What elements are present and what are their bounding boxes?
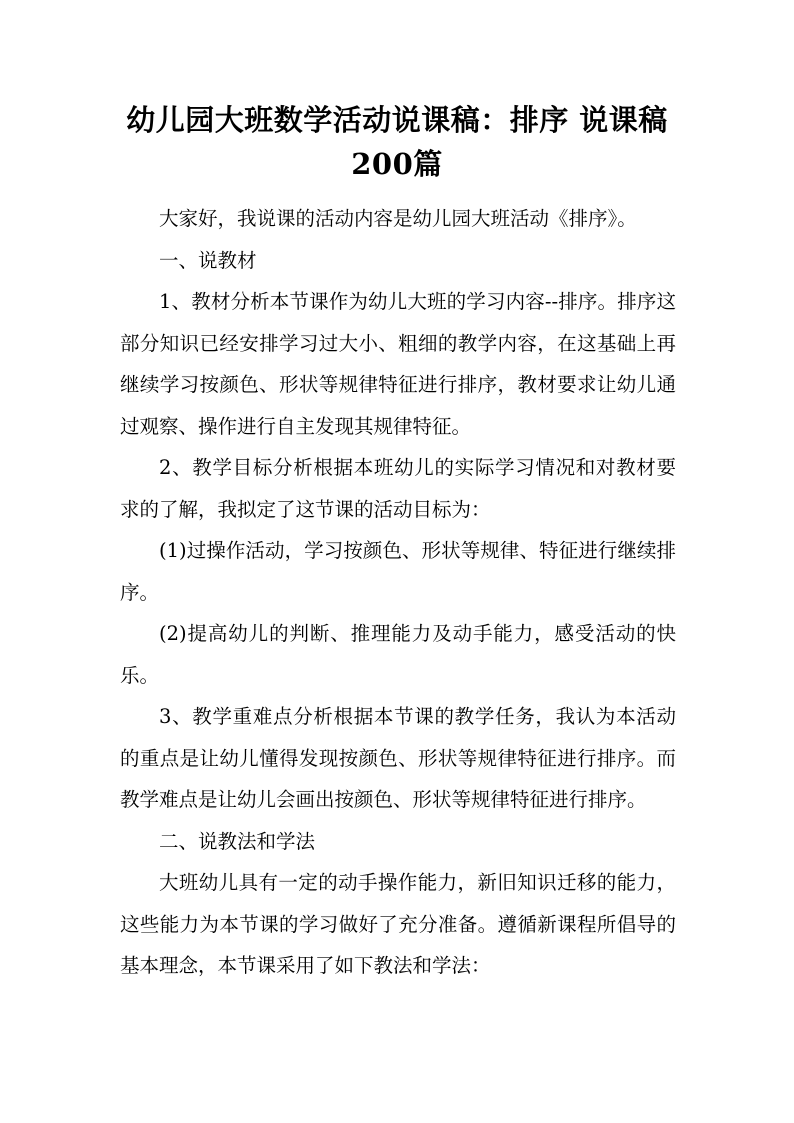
paragraph-greeting: 大家好，我说课的活动内容是幼儿园大班活动《排序》。 xyxy=(159,207,637,230)
document-body xyxy=(120,198,676,987)
paragraph-objective-analysis: 2、教学目标分析根据本班幼儿的实际学习情况和对教材要求的了解，我拟定了这节课的活动目标为： xyxy=(120,456,676,521)
paragraph-objective-2: (2)提高幼儿的判断、推理能力及动手能力，感受活动的快乐。 xyxy=(120,622,676,687)
paragraph-material-analysis: 1、教材分析本节课作为幼儿大班的学习内容--排序。排序这部分知识已经安排学习过大小、粗细的教学内容，在这基础上再继续学习按颜色、形状等规律特征进行排序，教材要求让幼儿通过观察、操作进行自主发现其规律特征。 xyxy=(120,290,676,438)
section-heading-materials: 一、说教材 xyxy=(159,248,257,272)
document-title: 幼儿园大班数学活动说课稿：排序 说课稿200篇 xyxy=(126,103,668,181)
section-heading-methods: 二、说教法和学法 xyxy=(159,829,316,853)
paragraph-objective-1: (1)过操作活动，学习按颜色、形状等规律、特征进行继续排序。 xyxy=(120,539,676,604)
paragraph-key-points: 3、教学重难点分析根据本节课的教学任务，我认为本活动的重点是让幼儿懂得发现按颜色、形状等规律特征进行排序。而教学难点是让幼儿会画出按颜色、形状等规律特征进行排序。 xyxy=(120,705,676,811)
paragraph-methods: 大班幼儿具有一定的动手操作能力，新旧知识迁移的能力，这些能力为本节课的学习做好了充分准备。遵循新课程所倡导的基本理念，本节课采用了如下教法和学法： xyxy=(120,871,676,977)
